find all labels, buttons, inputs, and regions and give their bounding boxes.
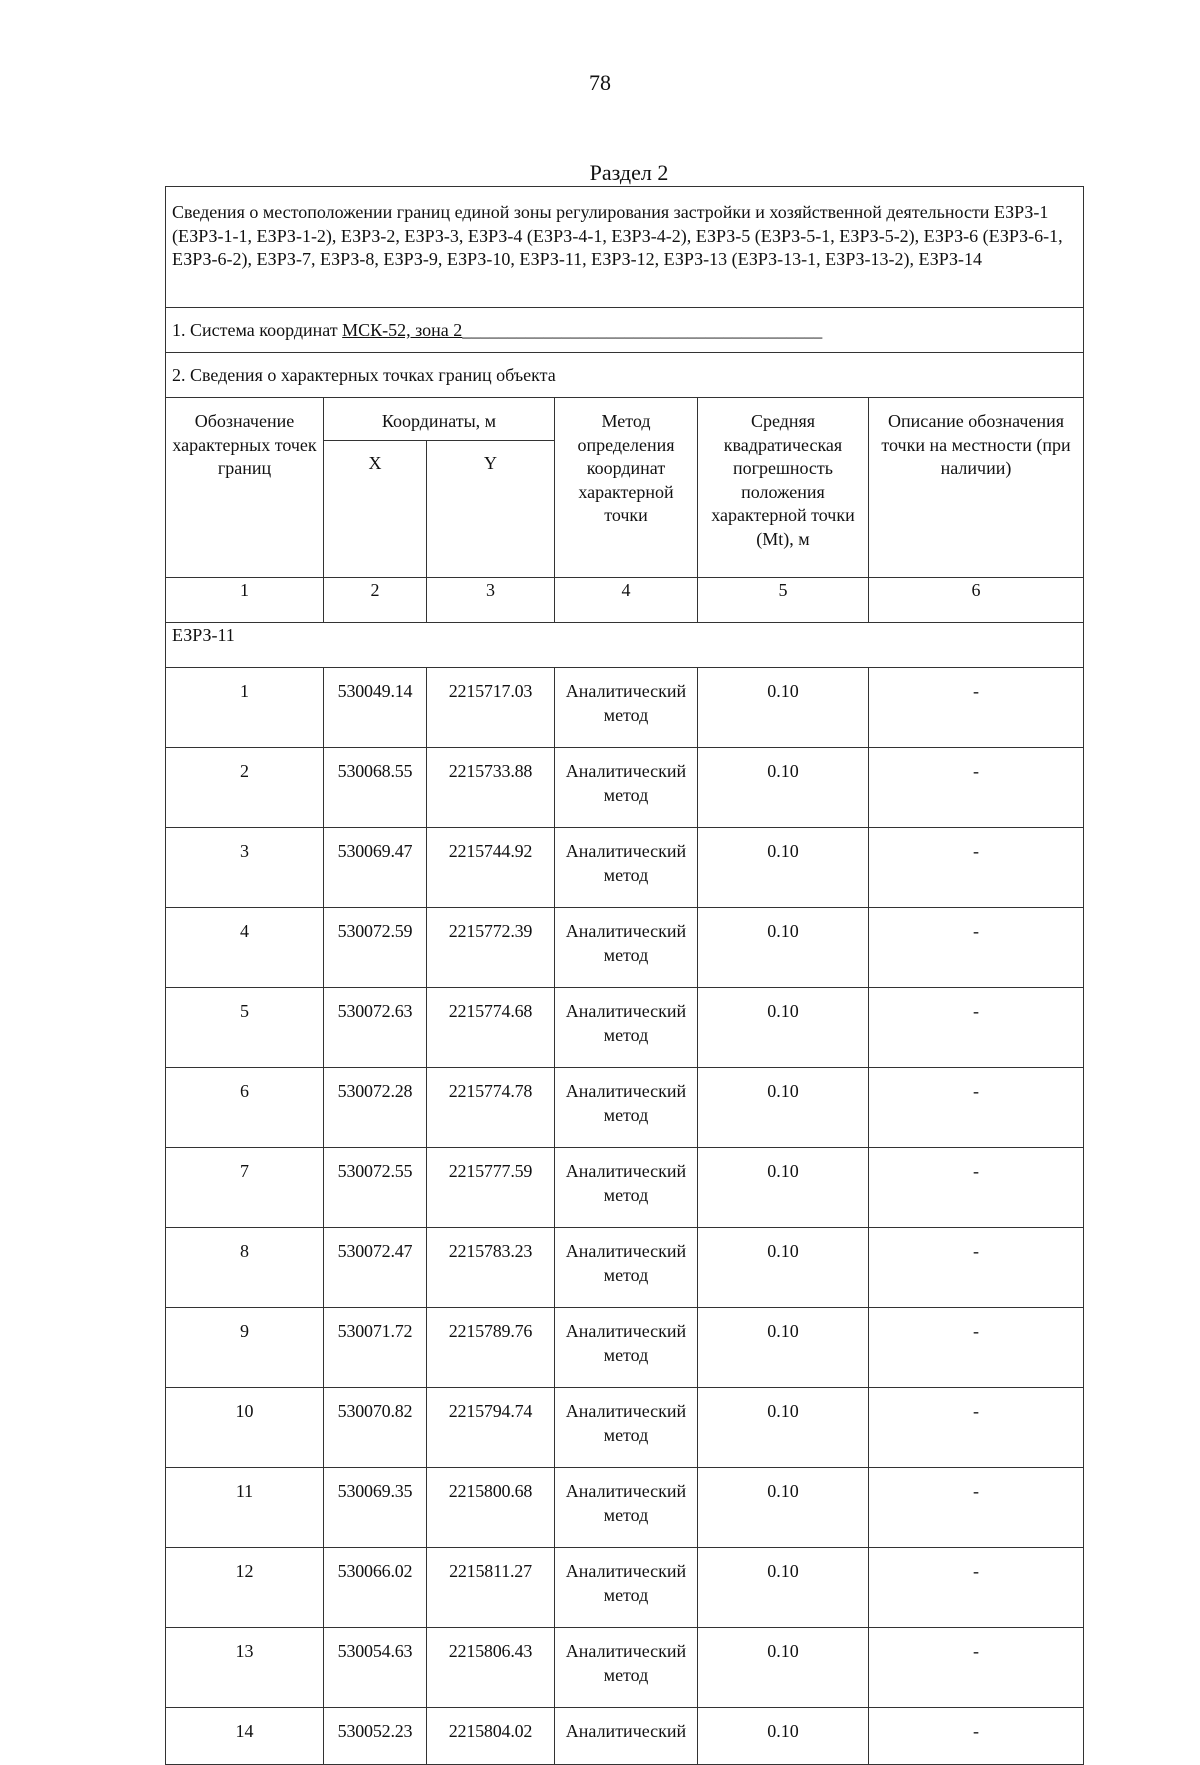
description-cell: - — [869, 1148, 1084, 1228]
points-section-title: 2. Сведения о характерных точках границ объекта — [166, 353, 1084, 398]
x-cell: 530072.59 — [324, 908, 427, 988]
method-cell: Аналитический метод — [555, 1468, 698, 1548]
error-cell: 0.10 — [698, 908, 869, 988]
y-cell: 2215806.43 — [427, 1628, 555, 1708]
point-cell: 7 — [166, 1148, 324, 1228]
description-cell: - — [869, 748, 1084, 828]
zone-label: ЕЗРЗ-11 — [166, 623, 1084, 668]
point-cell: 14 — [166, 1708, 324, 1765]
method-cell: Аналитический метод — [555, 1548, 698, 1628]
column-number: 6 — [869, 578, 1084, 623]
table-row — [166, 1068, 1084, 1148]
x-cell: 530071.72 — [324, 1308, 427, 1388]
header-method: Метод определения координат характерной точки — [555, 398, 698, 578]
table-row — [166, 1468, 1084, 1548]
x-cell: 530054.63 — [324, 1628, 427, 1708]
page-number: 78 — [589, 70, 611, 95]
column-number: 5 — [698, 578, 869, 623]
x-cell: 530069.35 — [324, 1468, 427, 1548]
error-cell: 0.10 — [698, 668, 869, 748]
x-cell: 530072.63 — [324, 988, 427, 1068]
table-row — [166, 1308, 1084, 1388]
table-row — [166, 1628, 1084, 1708]
method-cell: Аналитический метод — [555, 908, 698, 988]
y-cell: 2215804.02 — [427, 1708, 555, 1765]
coordinate-system-fill: ________________________________________ — [462, 320, 823, 340]
method-cell: Аналитический метод — [555, 1228, 698, 1308]
y-cell: 2215717.03 — [427, 668, 555, 748]
method-cell: Аналитический метод — [555, 828, 698, 908]
point-cell: 10 — [166, 1388, 324, 1468]
header-y: Y — [427, 441, 555, 578]
header-x: X — [324, 441, 427, 578]
table-row — [166, 1388, 1084, 1468]
point-cell: 13 — [166, 1628, 324, 1708]
column-numbers-row — [166, 578, 1084, 623]
table-row — [166, 748, 1084, 828]
error-cell: 0.10 — [698, 1468, 869, 1548]
method-cell: Аналитический метод — [555, 748, 698, 828]
description-cell: - — [869, 1708, 1084, 1765]
point-cell: 9 — [166, 1308, 324, 1388]
error-cell: 0.10 — [698, 1628, 869, 1708]
error-cell: 0.10 — [698, 1148, 869, 1228]
x-cell: 530069.47 — [324, 828, 427, 908]
point-cell: 6 — [166, 1068, 324, 1148]
x-cell: 530052.23 — [324, 1708, 427, 1765]
boundary-points-table — [165, 186, 1084, 1765]
y-cell: 2215811.27 — [427, 1548, 555, 1628]
y-cell: 2215800.68 — [427, 1468, 555, 1548]
section-title: Раздел 2 — [589, 160, 669, 185]
header-description: Описание обозначения точки на местности (при наличии) — [869, 398, 1084, 578]
method-cell: Аналитический метод — [555, 988, 698, 1068]
table-row — [166, 1548, 1084, 1628]
error-cell: 0.10 — [698, 1068, 869, 1148]
column-number: 2 — [324, 578, 427, 623]
point-cell: 4 — [166, 908, 324, 988]
y-cell: 2215777.59 — [427, 1148, 555, 1228]
x-cell: 530072.55 — [324, 1148, 427, 1228]
method-cell: Аналитический метод — [555, 1148, 698, 1228]
description-cell: - — [869, 1068, 1084, 1148]
column-number: 4 — [555, 578, 698, 623]
x-cell: 530049.14 — [324, 668, 427, 748]
error-cell: 0.10 — [698, 748, 869, 828]
method-cell: Аналитический метод — [555, 1388, 698, 1468]
method-cell: Аналитический метод — [555, 1628, 698, 1708]
method-cell: Аналитический — [555, 1708, 698, 1765]
table-row — [166, 1228, 1084, 1308]
point-cell: 3 — [166, 828, 324, 908]
column-number: 3 — [427, 578, 555, 623]
error-cell: 0.10 — [698, 828, 869, 908]
description-cell: - — [869, 1628, 1084, 1708]
description-cell: - — [869, 1388, 1084, 1468]
y-cell: 2215774.68 — [427, 988, 555, 1068]
intro-text: Сведения о местоположении границ единой зоны регулирования застройки и хозяйственной деятельности ЕЗРЗ-1 (ЕЗРЗ-1-1, ЕЗРЗ-1-2), ЕЗРЗ-2, ЕЗРЗ-3, ЕЗРЗ-4 (ЕЗРЗ-4-1, ЕЗРЗ-4-2), ЕЗРЗ-5 (ЕЗРЗ-5-1, ЕЗРЗ-5-2), ЕЗРЗ-6 (ЕЗРЗ-6-1, ЕЗРЗ-6-2), ЕЗРЗ-7, ЕЗРЗ-8, ЕЗРЗ-9, ЕЗРЗ-10, ЕЗРЗ-11, ЕЗРЗ-12, ЕЗРЗ-13 (ЕЗРЗ-13-1, ЕЗРЗ-13-2), ЕЗРЗ-14 — [166, 187, 1084, 308]
y-cell: 2215744.92 — [427, 828, 555, 908]
point-cell: 1 — [166, 668, 324, 748]
x-cell: 530072.47 — [324, 1228, 427, 1308]
point-cell: 5 — [166, 988, 324, 1068]
coordinate-system-value: МСК-52, зона 2 — [342, 320, 463, 340]
table-row — [166, 1148, 1084, 1228]
coordinate-system-prefix: 1. Система координат — [172, 320, 343, 340]
table-row — [166, 1708, 1084, 1765]
description-cell: - — [869, 988, 1084, 1068]
point-cell: 12 — [166, 1548, 324, 1628]
y-cell: 2215772.39 — [427, 908, 555, 988]
error-cell: 0.10 — [698, 1548, 869, 1628]
y-cell: 2215733.88 — [427, 748, 555, 828]
point-cell: 8 — [166, 1228, 324, 1308]
description-cell: - — [869, 668, 1084, 748]
table-row — [166, 668, 1084, 748]
coordinate-system — [166, 308, 1084, 353]
y-cell: 2215794.74 — [427, 1388, 555, 1468]
method-cell: Аналитический метод — [555, 1068, 698, 1148]
table-row — [166, 828, 1084, 908]
point-cell: 11 — [166, 1468, 324, 1548]
column-number: 1 — [166, 578, 324, 623]
table-row — [166, 988, 1084, 1068]
method-cell: Аналитический метод — [555, 668, 698, 748]
error-cell: 0.10 — [698, 1388, 869, 1468]
description-cell: - — [869, 1308, 1084, 1388]
x-cell: 530066.02 — [324, 1548, 427, 1628]
error-cell: 0.10 — [698, 1708, 869, 1765]
error-cell: 0.10 — [698, 1228, 869, 1308]
description-cell: - — [869, 908, 1084, 988]
description-cell: - — [869, 828, 1084, 908]
y-cell: 2215774.78 — [427, 1068, 555, 1148]
x-cell: 530070.82 — [324, 1388, 427, 1468]
error-cell: 0.10 — [698, 988, 869, 1068]
method-cell: Аналитический метод — [555, 1308, 698, 1388]
description-cell: - — [869, 1548, 1084, 1628]
description-cell: - — [869, 1468, 1084, 1548]
header-error: Средняя квадратическая погрешность положения характерной точки (Mt), м — [698, 398, 869, 578]
description-cell: - — [869, 1228, 1084, 1308]
header-coordinates: Координаты, м — [324, 398, 555, 441]
y-cell: 2215789.76 — [427, 1308, 555, 1388]
header-designation: Обозначение характерных точек границ — [166, 398, 324, 578]
point-cell: 2 — [166, 748, 324, 828]
error-cell: 0.10 — [698, 1308, 869, 1388]
x-cell: 530068.55 — [324, 748, 427, 828]
y-cell: 2215783.23 — [427, 1228, 555, 1308]
table-row — [166, 908, 1084, 988]
x-cell: 530072.28 — [324, 1068, 427, 1148]
